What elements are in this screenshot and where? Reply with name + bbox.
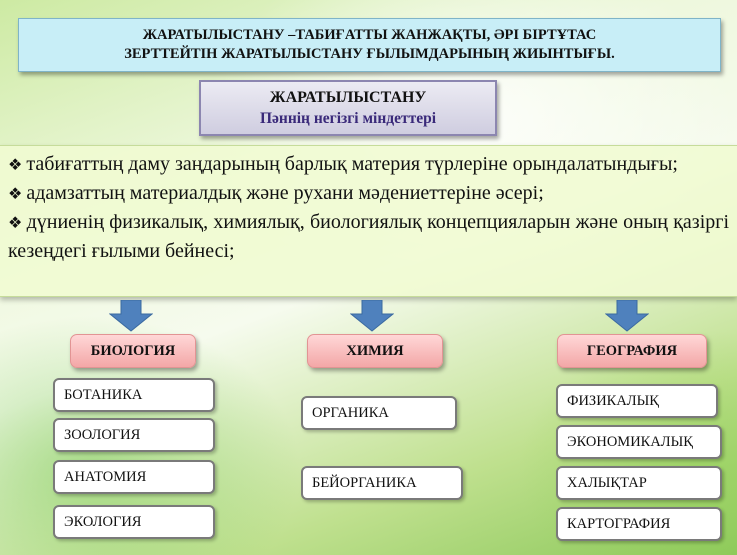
diamond-bullet-icon: ❖ xyxy=(8,213,23,232)
down-arrow-icon xyxy=(605,300,649,332)
title-banner xyxy=(18,18,721,72)
category-biology: БИОЛОГИЯ xyxy=(70,334,196,368)
task-text: табиғаттың даму заңдарының барлық материя түрлеріне орындалатындығы; xyxy=(26,153,678,175)
diamond-bullet-icon: ❖ xyxy=(8,155,23,174)
subfield-item: ОРГАНИКА xyxy=(301,396,457,430)
diamond-bullet-icon: ❖ xyxy=(8,184,23,203)
subfield-item: ФИЗИКАЛЫҚ xyxy=(556,384,718,418)
subfield-item: ЭКОНОМИКАЛЫҚ xyxy=(556,425,722,459)
task-text: адамзаттың материалдық және рухани мәдениеттеріне әсері; xyxy=(26,182,544,204)
category-chemistry: ХИМИЯ xyxy=(307,334,443,368)
subfield-item: ЗООЛОГИЯ xyxy=(53,418,215,452)
down-arrow-icon xyxy=(109,300,153,332)
subfield-item: ХАЛЫҚТАР xyxy=(556,466,722,500)
title-line-1: ЖАРАТЫЛЫСТАНУ –ТАБИҒАТТЫ ЖАНЖАҚТЫ, ӘРІ БІРТҰТАС xyxy=(142,27,597,43)
task-item xyxy=(8,208,729,265)
subject-box xyxy=(199,80,497,136)
subfield-item: ЭКОЛОГИЯ xyxy=(53,505,215,539)
subject-subtitle: Пәннің негізгі міндеттері xyxy=(259,110,437,127)
subfield-item: БЕЙОРГАНИКА xyxy=(301,466,463,500)
subfield-item: БОТАНИКА xyxy=(53,378,215,412)
subfield-item: КАРТОГРАФИЯ xyxy=(556,507,722,541)
subject-name: ЖАРАТЫЛЫСТАНУ xyxy=(269,89,427,106)
task-item xyxy=(8,150,729,179)
task-text: дүниенің физикалық, химиялық, биологиялық концепцияларын және оның қазіргі кезеңдегі ғылыми бейнесі; xyxy=(8,211,730,262)
category-geography: ГЕОГРАФИЯ xyxy=(557,334,707,368)
tasks-list xyxy=(0,145,737,297)
down-arrow-icon xyxy=(350,300,394,332)
task-item xyxy=(8,179,729,208)
subfield-item: АНАТОМИЯ xyxy=(53,460,215,494)
title-line-2: ЗЕРТТЕЙТІН ЖАРАТЫЛЫСТАНУ ҒЫЛЫМДАРЫНЫҢ ЖИЫНТЫҒЫ. xyxy=(124,46,615,62)
